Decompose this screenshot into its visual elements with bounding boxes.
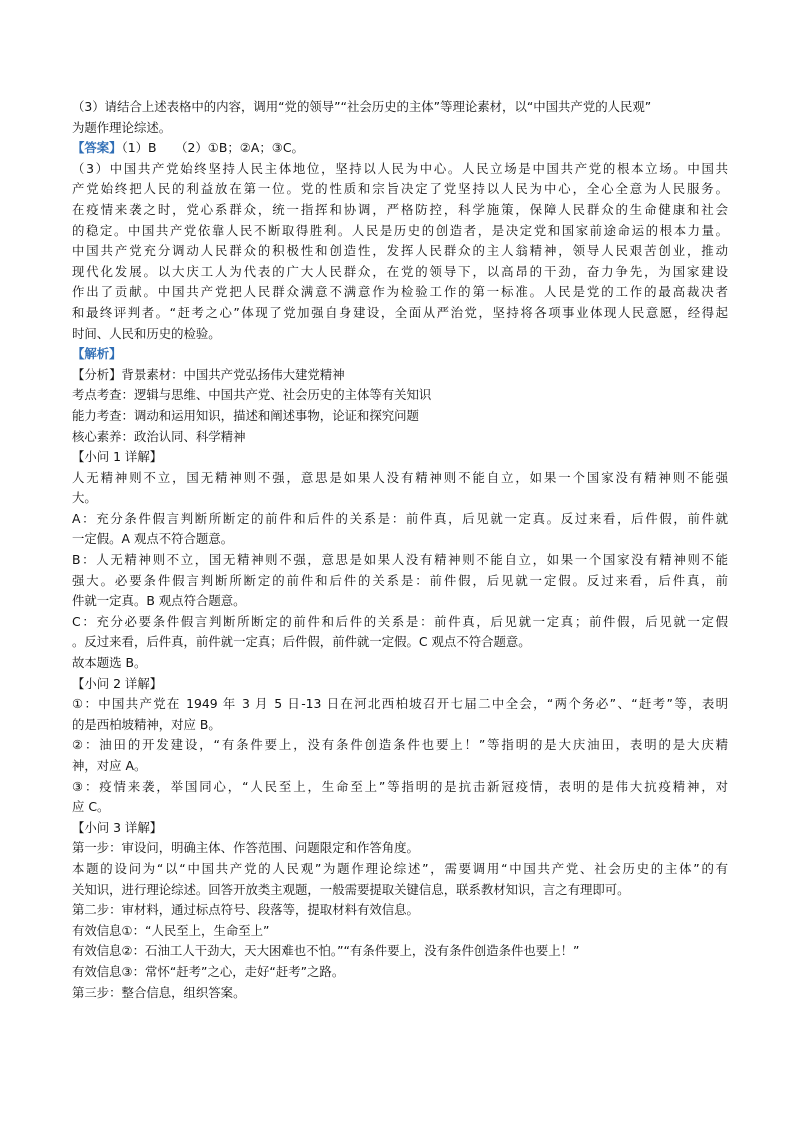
answer-line: （3）中国共产党始终坚持人民主体地位，坚持以人民为中心。人民立场是中国共产党的根本立场。中国共 (72, 160, 728, 176)
analysis-line: 大。 (72, 490, 97, 506)
document-page (72, 97, 728, 1003)
info-line: 有效信息①：“人民至上，生命至上” (72, 922, 270, 938)
option-b-line: 件就一定真。B 观点符合题意。 (72, 593, 246, 609)
step-line: 第三步：整合信息，组织答案。 (72, 984, 246, 1000)
option-b-line: B：人无精神则不立，国无精神则不强，意思是如果人没有精神则不能自立，如果一个国家没有精神则不能 (72, 552, 728, 568)
question-3-line-1: （3）请结合上述表格中的内容，调用“党的领导”“社会历史的主体”等理论素材，以“中国共产党的人民观” (72, 99, 652, 114)
analysis-line: 神，对应 A。 (72, 758, 147, 773)
info-line: 有效信息②：石油工人干劲大，天大困难也不怕。”“有条件要上，没有条件创造条件也要上！” (72, 943, 580, 959)
analysis-line: 的是西柏坡精神，对应 B。 (72, 716, 221, 732)
answer-line: 的稳定。中国共产党依靠人民不断取得胜利。人民是历史的创造者，是决定党和国家前途命运的根本力量。 (72, 222, 728, 238)
step-line: 第一步：审设问，明确主体、作答范围、问题限定和作答角度。 (72, 840, 419, 856)
analysis-line: 能力考查：调动和运用知识，描述和阐述事物，论证和探究问题 (72, 407, 419, 423)
analysis-line: 关知识，进行理论综述。回答开放类主观题，一般需要提取关键信息，联系教材知识，言之有理即可。 (72, 881, 630, 897)
question-3-line-2: 为题作理论综述。 (72, 119, 172, 135)
sub-question-2-heading: 【小问 2 详解】 (72, 675, 163, 691)
answer-paragraph (72, 159, 728, 344)
analysis-line: ③：疫情来袭，举国同心，“人民至上，生命至上”等指明的是抗击新冠疫情，表明的是伟大抗疫精神，对 (72, 778, 728, 794)
analysis-line: 本题的设问为“以“中国共产党的人民观”为题作理论综述”，需要调用“中国共产党、社会历史的主体”的有 (72, 860, 728, 876)
answer-line: 时间、人民和历史的检验。 (72, 325, 221, 341)
option-c-line: 。反过来看，后件真，前件就一定真；后件假，前件就一定假。C 观点不符合题意。 (72, 634, 531, 650)
sub-question-1-heading: 【小问 1 详解】 (72, 449, 163, 465)
analysis-tag: 【解析】 (72, 346, 122, 362)
conclusion-line: 故本题选 B。 (72, 655, 147, 671)
analysis-tag-line (72, 344, 728, 365)
answer-line: 在疫情来袭之时，党心系群众，统一指挥和协调，严格防控，科学施策，保障人民群众的生命健康和社会 (72, 201, 728, 217)
option-c-line: C：充分必要条件假言判断所断定的前件和后件的关系是：前件真，后见就一定真；前件假，后见就一定假 (72, 613, 728, 629)
analysis-line: 核心素养：政治认同、科学精神 (72, 428, 246, 444)
option-a-line: 一定假。A 观点不符合题意。 (72, 531, 234, 547)
option-b-line: 强大。必要条件假言判断所断定的前件和后件的关系是：前件假，后见就一定假。反过来看，后件真，前 (72, 572, 728, 588)
answer-tag: 【答案】 (72, 140, 122, 156)
analysis-line: 应 C。 (72, 799, 110, 815)
answer-line: 现代化发展。以大庆工人为代表的广大人民群众，在党的领导下，以高昂的干劲，奋力争先，为国家建设 (72, 263, 728, 279)
step-line: 第二步：审材料，通过标点符号、段落等，提取材料有效信息。 (72, 902, 419, 918)
analysis-body (72, 365, 728, 1003)
analysis-line: 【分析】背景素材：中国共产党弘扬伟大建党精神 (72, 366, 345, 382)
answer-line: 作出了贡献。中国共产党把人民群众满意不满意作为检验工作的第一标准。人民是党的工作的最高裁决者 (72, 284, 728, 300)
answer-line: 产党始终把人民的利益放在第一位。党的性质和宗旨决定了党坚持以人民为中心，全心全意为人民服务。 (72, 181, 728, 197)
answer-line: 和最终评判者。“赶考之心”体现了党加强自身建设，全面从严治党，坚持将各项事业体现人民意愿，经得起 (72, 304, 728, 320)
info-line: 有效信息③：常怀“赶考”之心，走好“赶考”之路。 (72, 963, 345, 979)
analysis-line: 考点考查：逻辑与思维、中国共产党、社会历史的主体等有关知识 (72, 387, 432, 403)
sub-question-3-heading: 【小问 3 详解】 (72, 819, 163, 835)
answer-summary: （1）B （2）①B；②A；③C。 (121, 140, 304, 156)
analysis-line: 人无精神则不立，国无精神则不强，意思是如果人没有精神则不能自立，如果一个国家没有精神则不能强 (72, 469, 728, 485)
analysis-line: ②：油田的开发建设，“有条件要上，没有条件创造条件也要上！”等指明的是大庆油田，表明的是大庆精 (72, 737, 728, 753)
option-a-line: A：充分条件假言判断所断定的前件和后件的关系是：前件真，后见就一定真。反过来看，后件假，前件就 (72, 510, 728, 526)
analysis-line: ①：中国共产党在 1949 年 3 月 5 日-13 日在河北西柏坡召开七届二中全会，“两个务必”、“赶考”等，表明 (72, 696, 728, 712)
answer-summary-line (72, 138, 728, 159)
answer-line: 中国共产党充分调动人民群众的积极性和创造性，发挥人民群众的主人翁精神，领导人民艰苦创业，推动 (72, 243, 728, 259)
